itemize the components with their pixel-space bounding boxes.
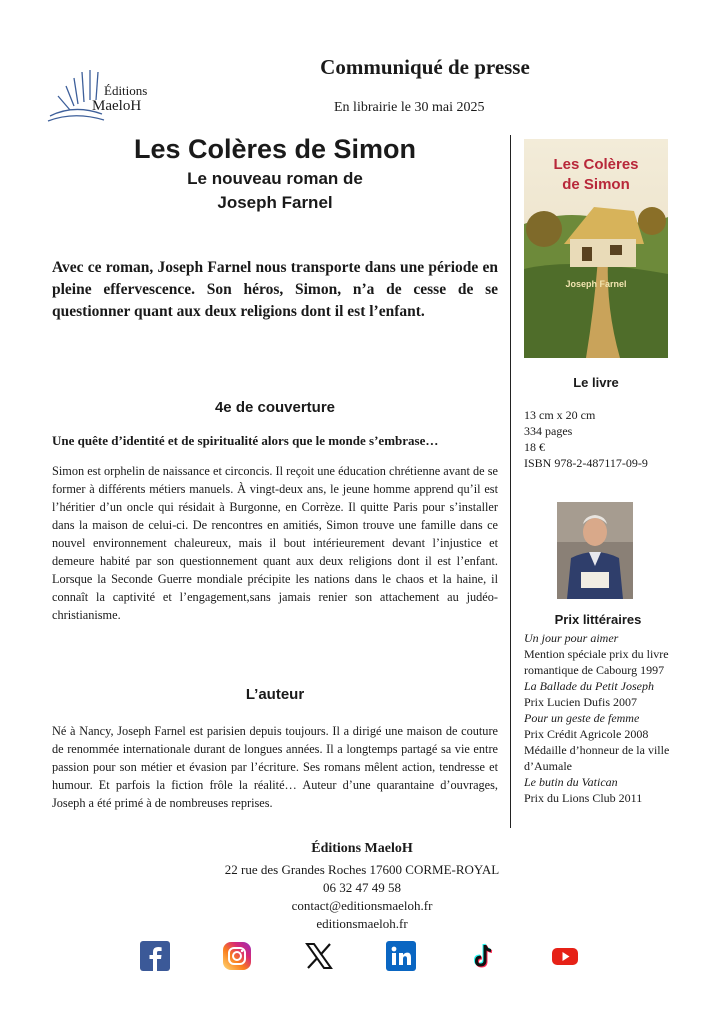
x-icon[interactable] — [304, 941, 334, 971]
book-format: 13 cm x 20 cm — [524, 408, 596, 422]
book-isbn: ISBN 978-2-487117-09-9 — [524, 456, 648, 470]
cover-author: Joseph Farnel — [565, 279, 627, 289]
book-cover-image — [524, 139, 668, 358]
tiktok-icon[interactable] — [468, 941, 498, 971]
publisher-website[interactable]: editionsmaeloh.fr — [316, 916, 408, 931]
book-pages: 334 pages — [524, 424, 573, 438]
awards-heading: Prix littéraires — [554, 612, 642, 627]
cover-title-line2: de Simon — [562, 176, 630, 193]
subtitle-line1: Le nouveau roman de — [187, 169, 363, 188]
facebook-icon[interactable] — [140, 941, 170, 971]
award-book-title: La Ballade du Petit Joseph — [524, 679, 654, 693]
award-book-title: Pour un geste de femme — [524, 711, 640, 725]
back-cover-heading: 4e de couverture — [214, 399, 336, 416]
publisher-email[interactable]: contact@editionsmaeloh.fr — [291, 898, 433, 913]
intro-paragraph: Avec ce roman, Joseph Farnel nous transporte dans une période en pleine effervescence. Son héros, Simon, n’a de cesse de se questionner quant aux deux religions dont il est l’enfant. — [52, 259, 498, 320]
linkedin-icon[interactable] — [386, 941, 416, 971]
column-divider — [510, 135, 511, 828]
publisher-phone: 06 32 47 49 58 — [323, 880, 401, 895]
release-date: En librairie le 30 mai 2025 — [334, 100, 485, 115]
award-description: Prix du Lions Club 2011 — [524, 791, 643, 805]
cover-title-line1: Les Colères — [553, 156, 639, 173]
book-info-heading: Le livre — [573, 375, 619, 390]
subtitle-line2: Joseph Farnel — [217, 193, 333, 212]
awards-list — [524, 630, 674, 806]
award-description: Mention spéciale prix du livre romantique de Cabourg 1997 — [524, 647, 669, 677]
logo-editions-text: Éditions — [104, 83, 148, 98]
publisher-address: 22 rue des Grandes Roches 17600 CORME-ROYAL — [224, 862, 500, 877]
social-links — [140, 936, 580, 976]
book-title: Les Colères de Simon — [133, 134, 417, 164]
back-cover-tagline: Une quête d’identité et de spiritualité alors que le monde s’embrase… — [52, 433, 439, 448]
instagram-icon[interactable] — [222, 941, 252, 971]
author-bio-text: Né à Nancy, Joseph Farnel est parisien depuis toujours. Il a dirigé une maison de couture de renommée internationale durant de longues années. Il a longtemps partagé sa vie entre passion pour son métier et évasion par l’écriture. Ses romans mêlent action, tendresse et humour. Et parfois la fiction frôle la réalité… Auteur d’une quarantaine d’ouvrages, Joseph a été primé à de nombreuses reprises. — [52, 724, 498, 810]
award-book-title: Un jour pour aimer — [524, 631, 619, 645]
author-photo — [557, 502, 633, 599]
award-description: Prix Lucien Dufis 2007 — [524, 695, 637, 709]
publisher-name: Éditions MaeloH — [311, 841, 413, 856]
book-info-list — [524, 407, 674, 471]
author-heading: L’auteur — [245, 686, 305, 703]
synopsis-text: Simon est orphelin de naissance et circoncis. Il reçoit une éducation chrétienne avant de se former à différents métiers manuels. À vingt-deux ans, le jeune homme apprend qu’il est l’héritier d’un oncle qui résidait à Burgonne, en Corrèze. Il quitte Paris pour s’installer dans la maison de celui-ci. De rencontres en amitiés, Simon trouve une famille dans ce nouvel environnement chaleureux, mais il bout intérieurement devant l’injustice et demeure habité par son questionnement quant aux deux religions dont il est l’enfant. Lorsque la Seconde Guerre mondiale précipite les nations dans le chaos et la haine, il connaît la captivité et l’engagement,sans jamais renier son attachement au judéo-christianisme. — [52, 464, 498, 622]
logo-maeloh-text: MaeloH — [92, 98, 142, 114]
publisher-contact — [150, 840, 574, 933]
press-release-title: Communiqué de presse — [320, 55, 530, 79]
award-book-title: Le butin du Vatican — [524, 775, 618, 789]
book-price: 18 € — [524, 440, 545, 454]
youtube-icon[interactable] — [550, 941, 580, 971]
award-description: Prix Crédit Agricole 2008 Médaille d’honneur de la ville d’Aumale — [524, 727, 670, 773]
